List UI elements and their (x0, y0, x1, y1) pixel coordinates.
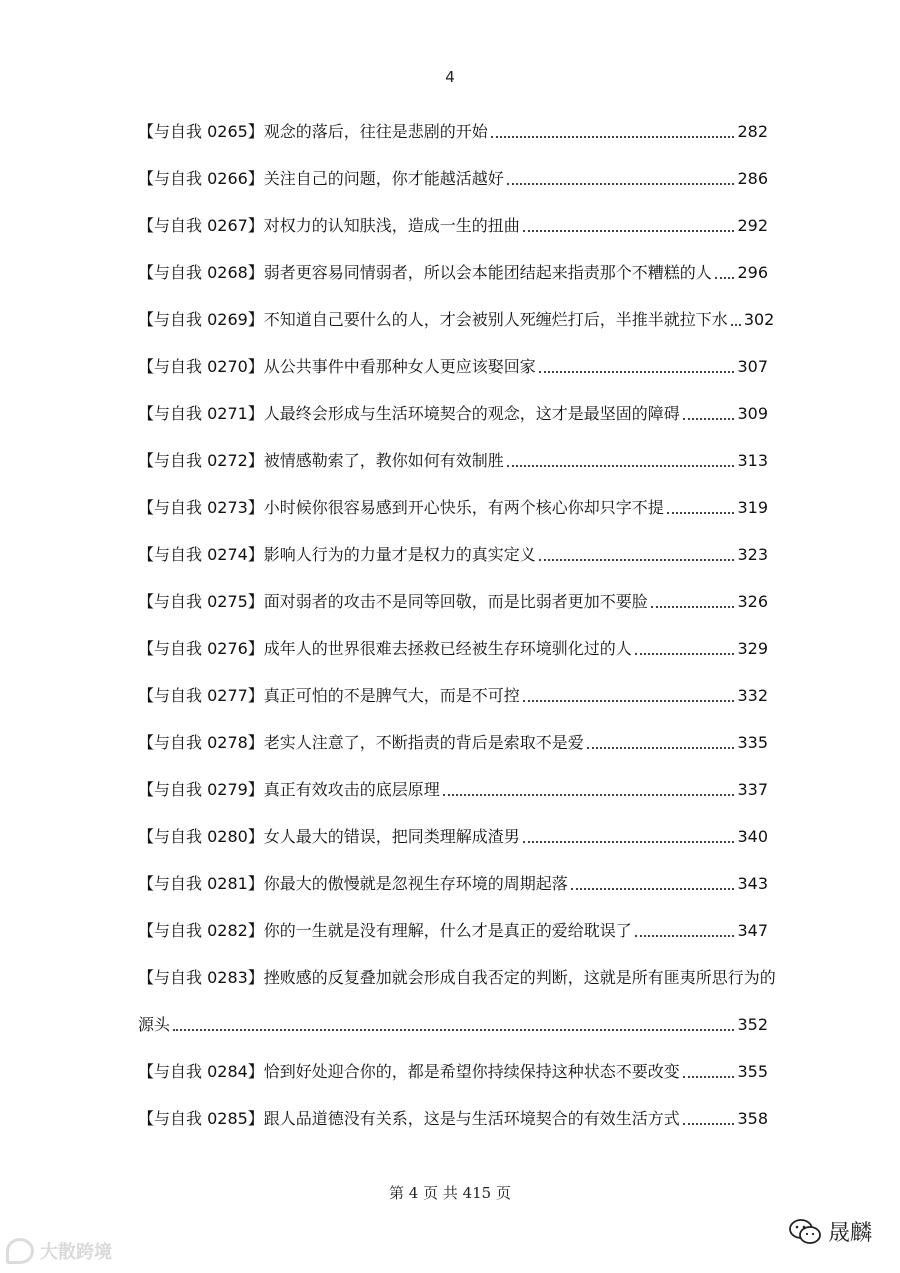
toc-entry-page: 352 (737, 1015, 768, 1034)
toc-entry[interactable] (138, 259, 768, 287)
toc-dot-leader (491, 136, 735, 138)
toc-dot-leader (507, 183, 735, 185)
toc-entry-page: 313 (737, 451, 768, 470)
toc-dot-leader (443, 794, 735, 796)
toc-entry[interactable] (138, 870, 768, 898)
toc-dot-leader (571, 888, 735, 890)
toc-entry-title: 【与自我 0275】面对弱者的攻击不是同等回敬，而是比弱者更加不要脸 (138, 592, 648, 611)
toc-entry-page: 329 (737, 639, 768, 658)
watermark-right (788, 1216, 872, 1247)
toc-entry-page: 335 (737, 733, 768, 752)
toc-entry-title: 【与自我 0283】挫败感的反复叠加就会形成自我否定的判断，这就是所有匪夷所思行为的 (138, 968, 776, 987)
toc-entry-page: 292 (737, 216, 768, 235)
toc-dot-leader (523, 230, 735, 232)
toc-entry-title: 【与自我 0285】跟人品道德没有关系，这是与生活环境契合的有效生活方式 (138, 1109, 680, 1128)
toc-dot-leader (683, 1076, 735, 1078)
toc-entry-title: 【与自我 0277】真正可怕的不是脾气大，而是不可控 (138, 686, 520, 705)
toc-entry-title: 【与自我 0280】女人最大的错误，把同类理解成渣男 (138, 827, 520, 846)
toc-entry-page: 309 (737, 404, 768, 423)
toc-entry-title: 源头 (138, 1015, 171, 1034)
watermark-logo-icon (6, 1238, 34, 1264)
toc-entry-page: 319 (737, 498, 768, 517)
page-footer: 第 4 页 共 415 页 (388, 1184, 511, 1202)
toc-entry-page: 302 (743, 310, 775, 329)
toc-entry-title: 【与自我 0276】成年人的世界很难去拯救已经被生存环境驯化过的人 (138, 639, 632, 658)
toc-entry-page: 323 (737, 545, 768, 564)
toc-dot-leader (683, 1123, 735, 1125)
toc-entry-title: 【与自我 0269】不知道自己要什么的人，才会被别人死缠烂打后，半推半就拉下水 (138, 310, 728, 329)
toc-entry-title: 【与自我 0266】关注自己的问题，你才能越活越好 (138, 169, 504, 188)
toc-entry-title: 【与自我 0284】恰到好处迎合你的，都是希望你持续保持这种状态不要改变 (138, 1062, 680, 1081)
toc-dot-leader (539, 559, 735, 561)
toc-entry-title: 【与自我 0274】影响人行为的力量才是权力的真实定义 (138, 545, 536, 564)
toc-entry[interactable] (138, 588, 768, 616)
toc-dot-leader (635, 935, 735, 937)
toc-entry[interactable] (138, 917, 768, 945)
toc-entry[interactable] (138, 118, 768, 146)
toc-entry-page: 347 (737, 921, 768, 940)
toc-entry[interactable] (138, 682, 768, 710)
toc-entry-page: 326 (737, 592, 768, 611)
toc-dot-leader (683, 418, 735, 420)
toc-entry[interactable] (138, 776, 768, 804)
watermark-right-text: 晟麟 (827, 1221, 872, 1246)
toc-entry[interactable] (138, 212, 768, 240)
toc-entry-title: 【与自我 0273】小时候你很容易感到开心快乐，有两个核心你却只字不提 (138, 498, 664, 517)
toc-entry-title: 【与自我 0281】你最大的傲慢就是忽视生存环境的周期起落 (138, 874, 568, 893)
toc-entry[interactable] (138, 306, 775, 334)
toc-entry-title: 【与自我 0267】对权力的认知肤浅，造成一生的扭曲 (138, 216, 520, 235)
toc-dot-leader (539, 371, 735, 373)
page-number-top: 4 (445, 68, 455, 86)
toc-dot-leader (715, 277, 735, 279)
watermark-left-text: 大散跨境 (40, 1242, 112, 1263)
toc-dot-leader (731, 324, 741, 326)
toc-entry[interactable] (138, 447, 768, 475)
toc-entry-page: 343 (737, 874, 768, 893)
toc-entry-title: 【与自我 0279】真正有效攻击的底层原理 (138, 780, 440, 799)
toc-entry[interactable] (138, 823, 768, 851)
toc-entry[interactable] (138, 729, 768, 757)
toc-entry[interactable] (138, 541, 768, 569)
toc-entry[interactable] (138, 1011, 768, 1039)
toc-entry-page: 337 (737, 780, 768, 799)
wechat-icon (788, 1218, 822, 1246)
toc-entry-title: 【与自我 0272】被情感勒索了，教你如何有效制胜 (138, 451, 504, 470)
toc-dot-leader (651, 606, 735, 608)
watermark-left (6, 1238, 112, 1264)
toc-entry-page: 332 (737, 686, 768, 705)
toc-entry-page: 307 (737, 357, 768, 376)
toc-entry-title: 【与自我 0271】人最终会形成与生活环境契合的观念，这才是最坚固的障碍 (138, 404, 680, 423)
toc-entry-title: 【与自我 0278】老实人注意了，不断指责的背后是索取不是爱 (138, 733, 584, 752)
toc-entry[interactable] (138, 353, 768, 381)
toc-entry[interactable] (138, 964, 776, 992)
toc-dot-leader (173, 1029, 734, 1031)
toc-entry[interactable] (138, 1058, 768, 1086)
toc-dot-leader (587, 747, 735, 749)
toc-entry-page: 355 (737, 1062, 768, 1081)
toc-dot-leader (523, 841, 735, 843)
toc-entry[interactable] (138, 635, 768, 663)
toc-dot-leader (507, 465, 735, 467)
toc-entry[interactable] (138, 1105, 768, 1133)
toc-dot-leader (523, 700, 735, 702)
toc-entry-page: 286 (737, 169, 768, 188)
toc-entry-title: 【与自我 0270】从公共事件中看那种女人更应该娶回家 (138, 357, 536, 376)
toc-entry-page: 358 (737, 1109, 768, 1128)
toc-entry-page: 296 (737, 263, 768, 282)
toc-entry[interactable] (138, 494, 768, 522)
toc-entry[interactable] (138, 165, 768, 193)
toc-entry-page: 340 (737, 827, 768, 846)
toc-entry[interactable] (138, 400, 768, 428)
toc-entry-title: 【与自我 0282】你的一生就是没有理解，什么才是真正的爱给耽误了 (138, 921, 632, 940)
toc-entry-page: 282 (737, 122, 768, 141)
toc-entry-title: 【与自我 0265】观念的落后，往往是悲剧的开始 (138, 122, 488, 141)
toc-dot-leader (635, 653, 735, 655)
toc-dot-leader (667, 512, 735, 514)
toc-entry-title: 【与自我 0268】弱者更容易同情弱者，所以会本能团结起来指责那个不糟糕的人 (138, 263, 712, 282)
